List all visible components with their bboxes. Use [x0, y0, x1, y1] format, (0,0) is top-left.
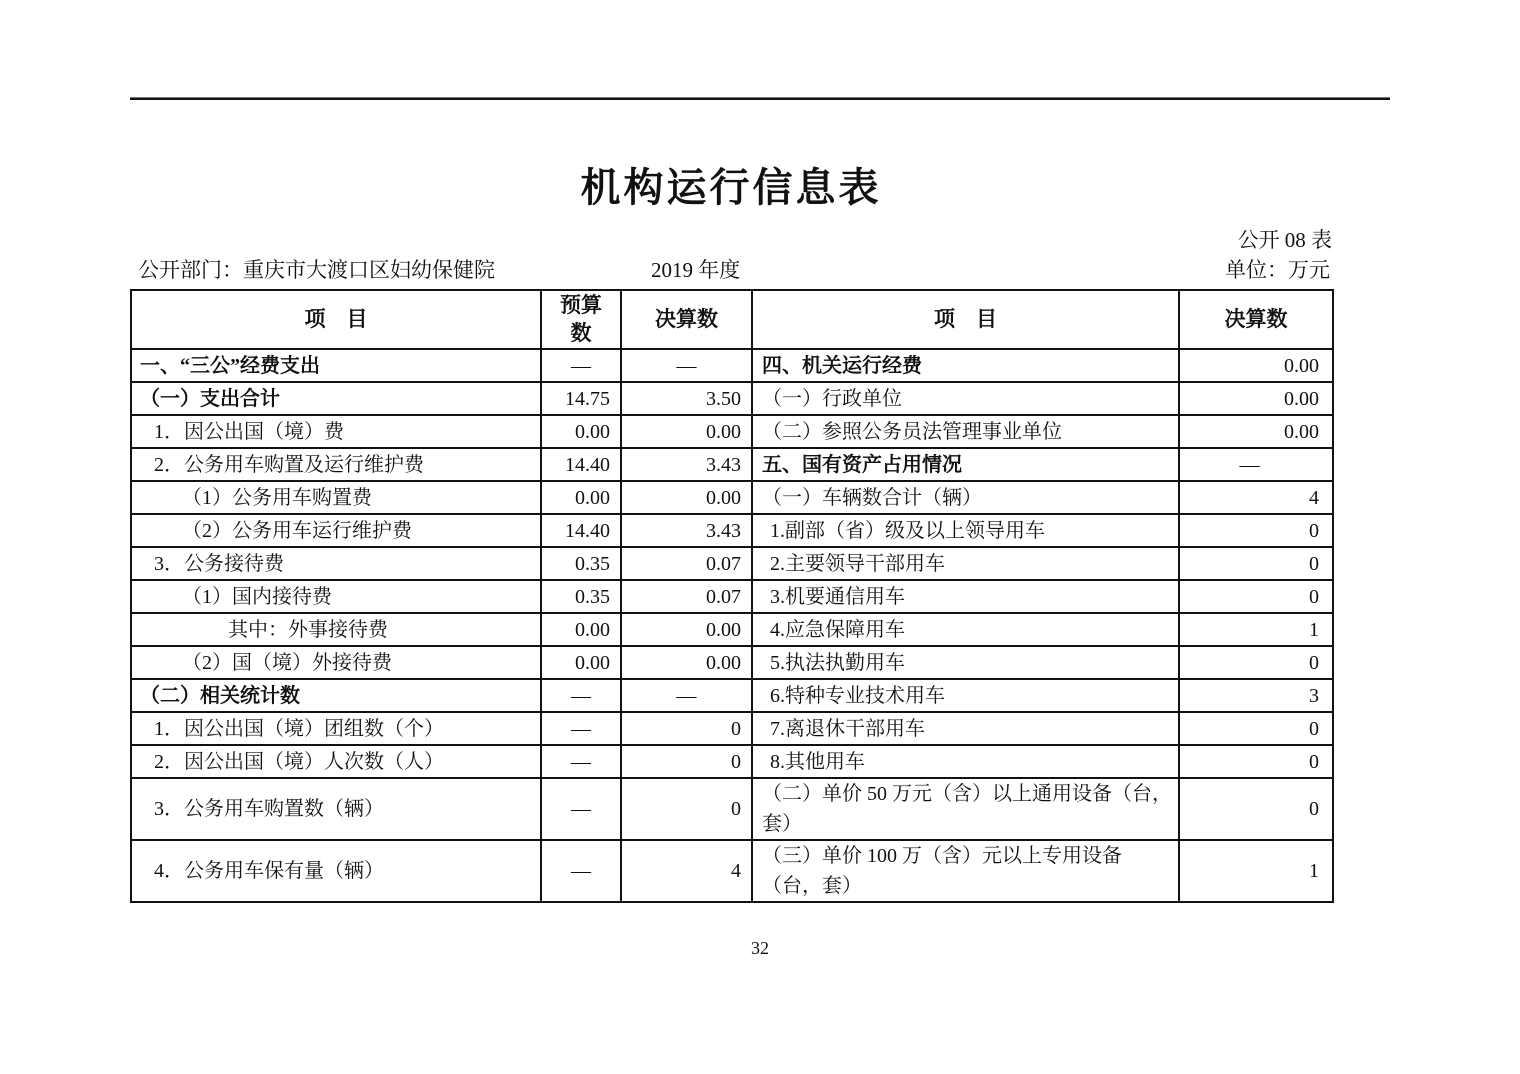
- table-row: [131, 778, 1333, 840]
- final-value-left: 4: [621, 840, 752, 902]
- final-value-right: 3: [1179, 679, 1333, 712]
- item-label-left: 4．公务用车保有量（辆）: [131, 840, 541, 902]
- budget-value: 0.00: [541, 646, 621, 679]
- budget-value: 0.00: [541, 481, 621, 514]
- table-header-row: [131, 290, 1333, 349]
- item-label-left: （二）相关统计数: [131, 679, 541, 712]
- item-label-right: 3.机要通信用车: [752, 580, 1179, 613]
- table-row: [131, 448, 1333, 481]
- final-value-right: 0: [1179, 778, 1333, 840]
- final-value-right: 0: [1179, 547, 1333, 580]
- item-label-left: （1）公务用车购置费: [131, 481, 541, 514]
- final-value-left: 3.43: [621, 448, 752, 481]
- table-row: [131, 349, 1333, 382]
- final-value-right: 0: [1179, 712, 1333, 745]
- final-value-right: 0: [1179, 646, 1333, 679]
- table-row: [131, 514, 1333, 547]
- item-label-left: （2）公务用车运行维护费: [131, 514, 541, 547]
- final-value-right: 1: [1179, 840, 1333, 902]
- budget-value: —: [541, 712, 621, 745]
- final-value-right: 0.00: [1179, 349, 1333, 382]
- item-label-right: （三）单价 100 万（含）元以上专用设备（台，套）: [752, 840, 1179, 902]
- header-item-left: 项 目: [131, 290, 541, 349]
- table-row: [131, 712, 1333, 745]
- item-label-left: （2）国（境）外接待费: [131, 646, 541, 679]
- header-final-left: 决算数: [621, 290, 752, 349]
- final-value-right: —: [1179, 448, 1333, 481]
- final-value-left: 0: [621, 745, 752, 778]
- table-meta: [130, 254, 1332, 284]
- budget-value: —: [541, 840, 621, 902]
- table-body: [131, 349, 1333, 902]
- item-label-right: （一）车辆数合计（辆）: [752, 481, 1179, 514]
- item-label-left: 2．公务用车购置及运行维护费: [131, 448, 541, 481]
- final-value-left: 0: [621, 778, 752, 840]
- operation-info-table: [130, 289, 1334, 903]
- item-label-left: 3．公务接待费: [131, 547, 541, 580]
- table-row: [131, 745, 1333, 778]
- final-value-left: 0: [621, 712, 752, 745]
- final-value-right: 0.00: [1179, 382, 1333, 415]
- table-row: [131, 840, 1333, 902]
- final-value-right: 4: [1179, 481, 1333, 514]
- item-label-right: 8.其他用车: [752, 745, 1179, 778]
- budget-value: 0.00: [541, 415, 621, 448]
- final-value-left: —: [621, 349, 752, 382]
- budget-value: 14.40: [541, 448, 621, 481]
- table-code: 公开 08 表: [1237, 228, 1332, 252]
- header-rule: [130, 97, 1390, 100]
- budget-value: 0.35: [541, 547, 621, 580]
- final-value-right: 0: [1179, 514, 1333, 547]
- item-label-right: 6.特种专业技术用车: [752, 679, 1179, 712]
- table-row: [131, 679, 1333, 712]
- final-value-left: —: [621, 679, 752, 712]
- item-label-right: 7.离退休干部用车: [752, 712, 1179, 745]
- table-row: [131, 547, 1333, 580]
- department-label: 公开部门：重庆市大渡口区妇幼保健院: [138, 258, 495, 282]
- final-value-left: 0.00: [621, 613, 752, 646]
- budget-value: 0.00: [541, 613, 621, 646]
- item-label-right: 五、国有资产占用情况: [752, 448, 1179, 481]
- table-row: [131, 382, 1333, 415]
- budget-value: —: [541, 778, 621, 840]
- final-value-left: 3.50: [621, 382, 752, 415]
- item-label-right: 4.应急保障用车: [752, 613, 1179, 646]
- item-label-left: （一）支出合计: [131, 382, 541, 415]
- header-budget: 预算数: [541, 290, 621, 349]
- item-label-left: 一、“三公”经费支出: [131, 349, 541, 382]
- item-label-left: 2．因公出国（境）人次数（人）: [131, 745, 541, 778]
- page-title: 机构运行信息表: [580, 165, 882, 210]
- final-value-left: 0.00: [621, 481, 752, 514]
- budget-value: 14.75: [541, 382, 621, 415]
- final-value-left: 0.07: [621, 580, 752, 613]
- item-label-right: （一）行政单位: [752, 382, 1179, 415]
- item-label-right: （二）单价 50 万元（含）以上通用设备（台，套）: [752, 778, 1179, 840]
- budget-value: 14.40: [541, 514, 621, 547]
- item-label-left: （1）国内接待费: [131, 580, 541, 613]
- header-final-right: 决算数: [1179, 290, 1333, 349]
- final-value-left: 0.07: [621, 547, 752, 580]
- final-value-right: 0.00: [1179, 415, 1333, 448]
- item-label-right: 2.主要领导干部用车: [752, 547, 1179, 580]
- item-label-right: 1.副部（省）级及以上领导用车: [752, 514, 1179, 547]
- table-row: [131, 613, 1333, 646]
- item-label-right: 四、机关运行经费: [752, 349, 1179, 382]
- table-row: [131, 646, 1333, 679]
- item-label-left: 3．公务用车购置数（辆）: [131, 778, 541, 840]
- item-label-left: 其中：外事接待费: [131, 613, 541, 646]
- final-value-left: 0.00: [621, 646, 752, 679]
- final-value-left: 3.43: [621, 514, 752, 547]
- header-item-right: 项 目: [752, 290, 1179, 349]
- budget-value: 0.35: [541, 580, 621, 613]
- final-value-left: 0.00: [621, 415, 752, 448]
- final-value-right: 0: [1179, 580, 1333, 613]
- fiscal-year-label: 2019 年度: [651, 258, 741, 282]
- table-row: [131, 415, 1333, 448]
- page-number: 32: [751, 938, 769, 958]
- table-row: [131, 481, 1333, 514]
- budget-value: —: [541, 679, 621, 712]
- item-label-left: 1．因公出国（境）团组数（个）: [131, 712, 541, 745]
- table-row: [131, 580, 1333, 613]
- final-value-right: 0: [1179, 745, 1333, 778]
- final-value-right: 1: [1179, 613, 1333, 646]
- budget-value: —: [541, 745, 621, 778]
- item-label-left: 1．因公出国（境）费: [131, 415, 541, 448]
- budget-value: —: [541, 349, 621, 382]
- item-label-right: 5.执法执勤用车: [752, 646, 1179, 679]
- item-label-right: （二）参照公务员法管理事业单位: [752, 415, 1179, 448]
- unit-label: 单位：万元: [1225, 258, 1330, 282]
